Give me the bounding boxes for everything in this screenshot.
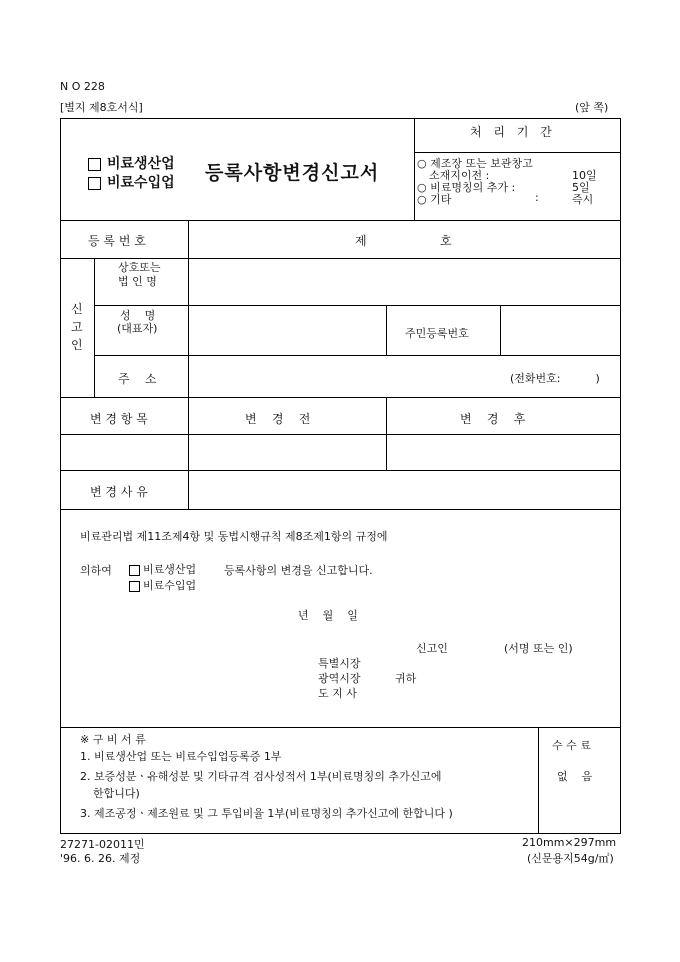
required-doc-1: 1. 비료생산업 또는 비료수입업등록증 1부	[80, 750, 282, 763]
change-reason-label: 변 경 사 유	[90, 485, 148, 499]
checkbox-icon[interactable]	[88, 158, 101, 171]
period-item-3: ○ 기타	[417, 193, 452, 206]
form-number: N O 228	[60, 80, 105, 93]
required-doc-2: 2. 보증성분ㆍ유해성분 및 기타규격 검사성적서 1부(비료명칭의 추가신고에	[80, 770, 442, 783]
processing-period-title: 처 리 기 간	[470, 125, 556, 139]
company-label-2: 법 인 명	[118, 275, 157, 288]
registration-number-label: 등 록 번 호	[88, 234, 146, 248]
footer-size: 210mm×297mm	[522, 836, 617, 849]
option-fertilizer-import[interactable]: 비료수입업	[88, 172, 175, 192]
footer-date: '96. 6. 26. 제정	[60, 852, 141, 865]
checkbox-icon[interactable]	[129, 565, 140, 576]
form-title: 등록사항변경신고서	[205, 162, 380, 184]
recipient-3: 도 지 사	[318, 687, 357, 700]
after-change-label: 변 경 후	[460, 412, 526, 426]
declaration-line-2b: 등록사항의 변경을 신고합니다.	[224, 564, 373, 577]
address-label: 주 소	[118, 372, 157, 386]
signer-label: 신고인	[416, 642, 448, 655]
declaration-line-1: 비료관리법 제11조제4항 및 동법시행규칙 제8조제1항의 규정에	[80, 530, 388, 543]
required-docs-heading: ※ 구 비 서 류	[80, 733, 146, 746]
change-item-label: 변 경 항 목	[90, 412, 148, 426]
name-label-1: 성 명	[120, 309, 156, 322]
before-change-label: 변 경 전	[245, 412, 311, 426]
recipient-1: 특별시장	[318, 657, 361, 670]
date-line: 년 월 일	[298, 609, 358, 622]
period-item-1b: 소재지이전 :	[429, 169, 490, 182]
applicant-label: 신 고 인	[71, 302, 83, 352]
footer-paper: (신문용지54g/㎡)	[527, 852, 614, 865]
required-doc-2b: 한합니다)	[93, 787, 140, 800]
form-code: [별지 제8호서식]	[60, 101, 143, 114]
period-item-2: ○ 비료명칭의 추가 :	[417, 181, 516, 194]
gwiha-label: 귀하	[395, 672, 417, 685]
checkbox-icon[interactable]	[88, 177, 101, 190]
period-value-3: 즉시	[572, 193, 594, 206]
front-side-label: (앞 쪽)	[575, 101, 609, 114]
resident-number-label: 주민등록번호	[405, 327, 469, 340]
phone-label: (전화번호: )	[510, 372, 600, 385]
signature-label: (서명 또는 인)	[504, 642, 573, 655]
name-label-2: (대표자)	[117, 322, 158, 335]
checkbox-icon[interactable]	[129, 581, 140, 592]
registration-ho: 호	[440, 234, 452, 248]
body-option-production[interactable]: 비료생산업	[129, 561, 196, 577]
registration-je: 제	[355, 234, 367, 248]
required-doc-3: 3. 제조공정ㆍ제조원료 및 그 투입비율 1부(비료명칭의 추가신고에 한합니다 )	[80, 807, 453, 820]
company-label-1: 상호또는	[118, 261, 161, 274]
period-colon-3: :	[535, 191, 539, 204]
period-value-1: 10일	[572, 169, 597, 182]
option-fertilizer-production[interactable]: 비료생산업	[88, 153, 175, 173]
recipient-2: 광역시장	[318, 672, 361, 685]
period-item-1: ○ 제조장 또는 보관창고	[417, 157, 533, 170]
footer-code: 27271-02011민	[60, 838, 145, 851]
period-value-2: 5일	[572, 181, 590, 194]
fee-label: 수 수 료	[552, 739, 591, 752]
fee-none: 없 음	[557, 770, 593, 783]
body-option-import[interactable]: 비료수입업	[129, 577, 196, 593]
declaration-line-2a: 의하여	[80, 564, 112, 577]
